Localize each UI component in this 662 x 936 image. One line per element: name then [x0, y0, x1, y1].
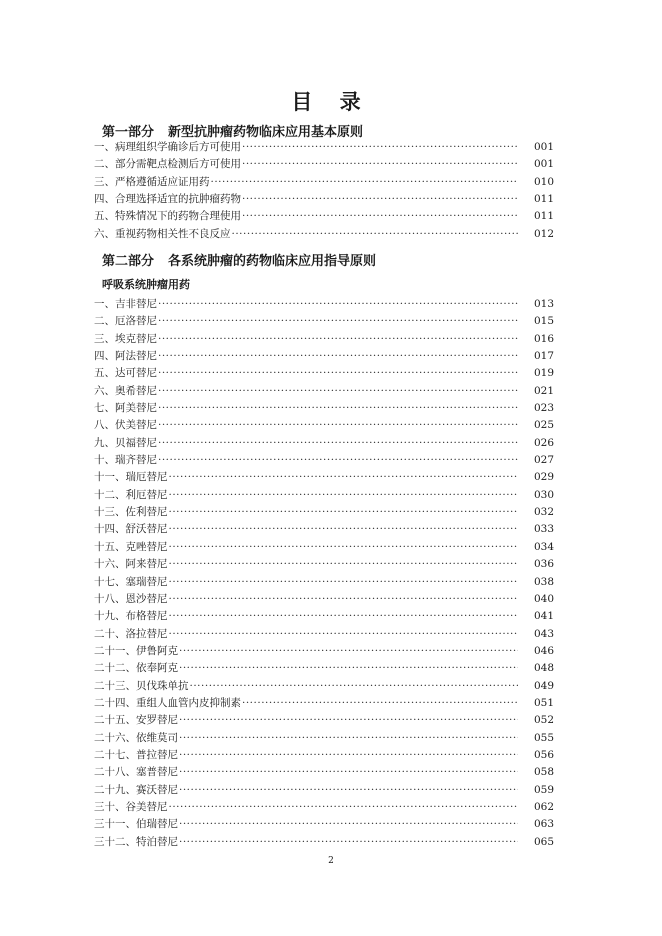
toc-leader-dots [158, 296, 518, 313]
toc-entry-label: 三十、谷美替尼 [94, 800, 168, 813]
toc-entry-label: 十六、阿来替尼 [94, 558, 168, 571]
toc-leader-dots [242, 191, 518, 208]
toc-entry[interactable] [94, 574, 554, 591]
toc-entry-page: 041 [533, 610, 554, 623]
toc-entry-page: 034 [533, 540, 554, 553]
toc-leader-dots [158, 383, 518, 400]
toc-leader-dots [232, 226, 519, 243]
toc-entry-page: 023 [533, 402, 554, 415]
page-number: 2 [328, 856, 334, 866]
toc-entry[interactable] [94, 782, 554, 799]
toc-entry-page: 056 [533, 748, 554, 761]
part1-heading [102, 121, 363, 140]
toc-entry-page: 062 [533, 800, 554, 813]
toc-entry[interactable] [94, 730, 554, 747]
toc-entry[interactable] [94, 156, 554, 173]
toc-entry-label: 一、吉非替尼 [94, 298, 157, 310]
toc-entry[interactable] [94, 452, 554, 469]
toc-leader-dots [242, 695, 518, 712]
toc-entry-page: 012 [533, 227, 554, 240]
toc-entry-label: 十二、利厄替尼 [94, 488, 168, 501]
toc-leader-dots [179, 712, 518, 729]
toc-leader-dots [158, 348, 518, 365]
toc-leader-dots [242, 139, 518, 156]
toc-entry[interactable] [94, 678, 554, 695]
part2-entry-list [94, 296, 554, 851]
toc-entry-label: 二十、洛拉替尼 [94, 627, 168, 640]
toc-entry[interactable] [94, 139, 554, 156]
toc-entry-page: 019 [533, 367, 554, 380]
toc-entry[interactable] [94, 348, 554, 365]
part2-heading [102, 250, 376, 269]
toc-entry-page: 059 [533, 783, 554, 796]
toc-entry[interactable] [94, 504, 554, 521]
toc-leader-dots [179, 730, 518, 747]
toc-entry[interactable] [94, 487, 554, 504]
toc-entry[interactable] [94, 539, 554, 556]
toc-entry[interactable] [94, 834, 554, 851]
toc-entry-label: 七、阿美替尼 [94, 402, 157, 415]
toc-leader-dots [179, 782, 518, 799]
toc-entry[interactable] [94, 521, 554, 538]
part1-title: 新型抗肿瘤药物临床应用基本原则 [168, 125, 364, 140]
toc-entry[interactable] [94, 435, 554, 452]
toc-leader-dots [179, 764, 518, 781]
toc-entry-page: 051 [533, 696, 554, 709]
toc-entry-label: 十一、瑞厄替尼 [94, 471, 168, 484]
toc-entry-page: 001 [533, 141, 554, 153]
toc-entry-label: 三十一、伯瑞替尼 [94, 818, 178, 831]
toc-entry[interactable] [94, 747, 554, 764]
part1-entry-list [94, 139, 554, 243]
toc-entry-page: 001 [533, 158, 554, 171]
toc-entry[interactable] [94, 591, 554, 608]
toc-entry-label: 一、病理组织学确诊后方可使用 [94, 141, 241, 153]
toc-entry-label: 十三、佐利替尼 [94, 506, 168, 519]
toc-entry-label: 二十九、赛沃替尼 [94, 783, 178, 796]
toc-entry-page: 040 [533, 592, 554, 605]
toc-leader-dots [158, 365, 518, 382]
toc-entry-label: 六、奥希替尼 [94, 384, 157, 397]
toc-entry-label: 二十五、安罗替尼 [94, 714, 178, 727]
toc-entry[interactable] [94, 226, 554, 243]
toc-entry-label: 三、埃克替尼 [94, 332, 157, 345]
toc-entry-page: 026 [533, 436, 554, 449]
part2-title: 各系统肿瘤的药物临床应用指导原则 [168, 254, 377, 269]
toc-leader-dots [242, 208, 518, 225]
toc-leader-dots [169, 521, 519, 538]
toc-entry-page: 011 [533, 193, 554, 206]
toc-entry[interactable] [94, 608, 554, 625]
toc-leader-dots [179, 747, 518, 764]
toc-entry-page: 049 [533, 679, 554, 692]
toc-entry-label: 二、厄洛替尼 [94, 315, 157, 328]
toc-entry[interactable] [94, 643, 554, 660]
toc-entry-label: 四、合理选择适宜的抗肿瘤药物 [94, 193, 241, 206]
toc-entry-label: 二十四、重组人血管内皮抑制素 [94, 696, 241, 709]
toc-leader-dots [169, 591, 519, 608]
toc-entry-label: 二、部分需靶点检测后方可使用 [94, 158, 241, 171]
toc-leader-dots [211, 174, 519, 191]
toc-entry[interactable] [94, 383, 554, 400]
toc-entry[interactable] [94, 695, 554, 712]
toc-leader-dots [169, 799, 519, 816]
toc-entry-page: 021 [533, 384, 554, 397]
toc-entry-label: 十四、舒沃替尼 [94, 523, 168, 536]
toc-entry-page: 046 [533, 644, 554, 657]
toc-entry-page: 032 [533, 506, 554, 519]
toc-leader-dots [179, 834, 518, 851]
toc-entry-label: 二十七、普拉替尼 [94, 748, 178, 761]
toc-entry-label: 三、严格遵循适应证用药 [94, 175, 210, 188]
toc-leader-dots [169, 504, 519, 521]
toc-leader-dots [190, 678, 519, 695]
toc-entry[interactable] [94, 799, 554, 816]
toc-leader-dots [169, 539, 519, 556]
part1-label: 第一部分 [102, 125, 155, 140]
toc-entry-page: 052 [533, 714, 554, 727]
toc-entry[interactable] [94, 660, 554, 677]
toc-entry-page: 058 [533, 766, 554, 779]
toc-entry-page: 030 [533, 488, 554, 501]
toc-entry-page: 013 [533, 298, 554, 310]
toc-entry-page: 027 [533, 454, 554, 467]
toc-entry-label: 十九、布格替尼 [94, 610, 168, 623]
toc-entry-label: 三十二、特泊替尼 [94, 835, 178, 848]
toc-entry-page: 043 [533, 627, 554, 640]
toc-entry-label: 十七、塞瑞替尼 [94, 575, 168, 588]
toc-entry-label: 二十二、依奉阿克 [94, 662, 178, 675]
toc-leader-dots [158, 331, 518, 348]
toc-entry[interactable] [94, 400, 554, 417]
toc-entry[interactable] [94, 816, 554, 833]
toc-entry-label: 二十六、依维莫司 [94, 731, 178, 744]
toc-entry[interactable] [94, 191, 554, 208]
toc-leader-dots [169, 556, 519, 573]
toc-entry[interactable] [94, 296, 554, 313]
toc-leader-dots [179, 660, 518, 677]
toc-entry-label: 十五、克唑替尼 [94, 540, 168, 553]
toc-entry-label: 二十一、伊鲁阿克 [94, 644, 178, 657]
toc-entry[interactable] [94, 764, 554, 781]
toc-entry[interactable] [94, 208, 554, 225]
toc-entry-page: 016 [533, 332, 554, 345]
toc-entry[interactable] [94, 556, 554, 573]
toc-leader-dots [179, 643, 518, 660]
toc-leader-dots [158, 313, 518, 330]
toc-entry[interactable] [94, 365, 554, 382]
toc-entry[interactable] [94, 469, 554, 486]
toc-entry-label: 五、达可替尼 [94, 367, 157, 380]
toc-entry-page: 048 [533, 662, 554, 675]
toc-entry-page: 065 [533, 835, 554, 848]
toc-entry-page: 015 [533, 315, 554, 328]
toc-entry-page: 011 [533, 210, 554, 223]
toc-entry-label: 十八、恩沙替尼 [94, 592, 168, 605]
section-subheading: 呼吸系统肿瘤用药 [102, 278, 190, 291]
toc-leader-dots [158, 417, 518, 434]
toc-leader-dots [169, 574, 519, 591]
toc-entry-label: 九、贝福替尼 [94, 436, 157, 449]
toc-leader-dots [169, 626, 519, 643]
toc-entry-page: 063 [533, 818, 554, 831]
toc-entry[interactable] [94, 313, 554, 330]
part2-label: 第二部分 [102, 254, 155, 269]
toc-entry-page: 036 [533, 558, 554, 571]
toc-entry-page: 010 [533, 175, 554, 188]
toc-leader-dots [158, 435, 518, 452]
page-title: 目 录 [291, 90, 371, 114]
toc-leader-dots [158, 452, 518, 469]
toc-entry[interactable] [94, 331, 554, 348]
toc-leader-dots [169, 608, 519, 625]
toc-leader-dots [242, 156, 518, 173]
toc-entry[interactable] [94, 417, 554, 434]
toc-entry-label: 五、特殊情况下的药物合理使用 [94, 210, 241, 223]
toc-entry-page: 025 [533, 419, 554, 432]
toc-leader-dots [158, 400, 518, 417]
toc-entry-page: 029 [533, 471, 554, 484]
toc-leader-dots [179, 816, 518, 833]
toc-entry-label: 六、重视药物相关性不良反应 [94, 227, 231, 240]
toc-entry[interactable] [94, 626, 554, 643]
toc-entry-label: 二十三、贝伐珠单抗 [94, 679, 189, 692]
toc-entry-page: 017 [533, 350, 554, 363]
toc-entry-label: 四、阿法替尼 [94, 350, 157, 363]
toc-entry[interactable] [94, 712, 554, 729]
toc-entry-label: 十、瑞齐替尼 [94, 454, 157, 467]
toc-entry-page: 055 [533, 731, 554, 744]
toc-entry-label: 八、伏美替尼 [94, 419, 157, 432]
toc-entry-page: 033 [533, 523, 554, 536]
toc-leader-dots [169, 487, 519, 504]
toc-entry[interactable] [94, 174, 554, 191]
toc-entry-page: 038 [533, 575, 554, 588]
toc-entry-label: 二十八、塞普替尼 [94, 766, 178, 779]
toc-leader-dots [169, 469, 519, 486]
